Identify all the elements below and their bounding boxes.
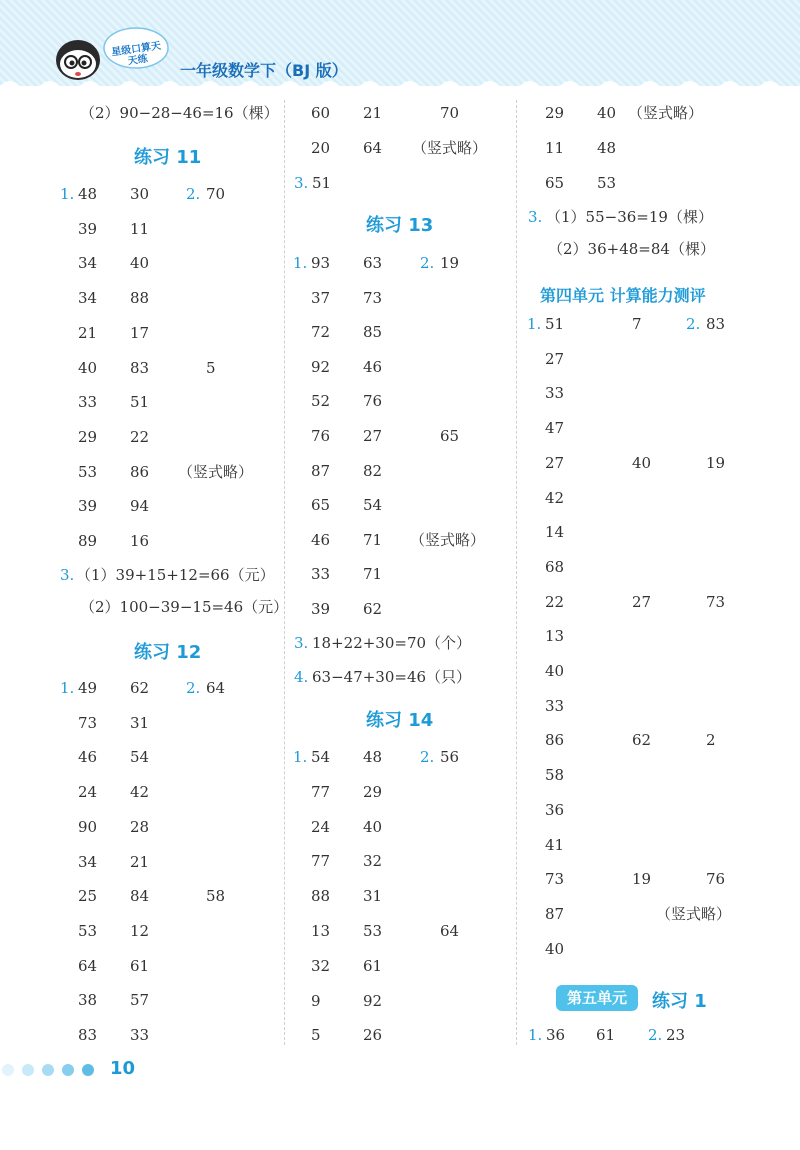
book-title: 一年级数学下（BJ 版） — [180, 61, 348, 80]
answer-value: 40 — [545, 939, 565, 958]
answer-value: 64 — [206, 679, 226, 697]
answer-value: 61 — [596, 1026, 616, 1044]
answer-value: 34 — [78, 289, 98, 308]
answer-value: 12 — [130, 921, 150, 940]
answer-value: 73 — [363, 288, 383, 307]
question-number: 1. — [527, 315, 542, 333]
answer-value: 32 — [311, 956, 331, 975]
answer-value: 56 — [440, 748, 460, 766]
answer-value: 22 — [545, 592, 565, 611]
answer-value: （竖式略） — [178, 462, 254, 481]
answer-value: 48 — [78, 185, 98, 203]
answer-value: 21 — [78, 323, 98, 342]
answer-value: 46 — [78, 748, 98, 767]
answer-value: 87 — [545, 904, 565, 923]
answer-value: 11 — [130, 219, 150, 238]
answer-value: 57 — [130, 991, 150, 1010]
answer-value: 87 — [311, 461, 331, 480]
footer-decoration-icon — [0, 1062, 110, 1078]
question-number: 1. — [528, 1026, 543, 1044]
answer-value: 38 — [78, 991, 98, 1010]
answer-value: 33 — [130, 1026, 150, 1044]
column-divider — [516, 100, 517, 1045]
answer-value: 58 — [545, 766, 565, 785]
answer-value: 33 — [545, 384, 565, 403]
answer-value: 51 — [312, 174, 332, 192]
answer-value: 9 — [311, 991, 321, 1010]
answer-value: 22 — [130, 427, 150, 446]
answer-value: 62 — [632, 731, 652, 750]
answer-value: 46 — [311, 530, 331, 549]
answer-value: 83 — [78, 1026, 98, 1044]
answer-value: 93 — [311, 254, 331, 272]
answer-value: 29 — [363, 782, 383, 801]
answer-value: 70 — [206, 185, 226, 203]
answer-value: 89 — [78, 532, 98, 550]
answer-value: 24 — [311, 817, 331, 836]
answer-line: （1）39+15+12=66（元） — [76, 566, 275, 584]
answer-value: 63 — [363, 254, 383, 272]
answer-value: 13 — [545, 627, 565, 646]
answer-value: 68 — [545, 557, 565, 576]
question-number: 3. — [294, 634, 309, 652]
answer-value: 64 — [363, 139, 383, 157]
answer-value: 94 — [130, 497, 150, 516]
question-number: 1. — [293, 254, 308, 272]
answer-value: 33 — [311, 565, 331, 584]
answer-value: 34 — [78, 254, 98, 273]
answer-value: 54 — [311, 748, 331, 766]
answer-value: 39 — [311, 600, 331, 618]
unit-4-test-heading: 第四单元 计算能力测评 — [540, 286, 706, 305]
answer-value: 86 — [545, 731, 565, 750]
question-number: 2. — [420, 254, 435, 272]
answer-value: 40 — [597, 104, 617, 122]
answer-value: 36 — [546, 1026, 566, 1044]
answer-value: 85 — [363, 323, 383, 342]
answer-value: 54 — [130, 748, 150, 767]
page-number: 10 — [110, 1058, 136, 1079]
answer-value: 76 — [363, 392, 383, 411]
answer-value: （竖式略） — [656, 904, 732, 923]
answer-value: 58 — [206, 887, 226, 906]
answer-value: 21 — [363, 104, 383, 122]
question-number: 1. — [60, 185, 75, 203]
answer-value: 72 — [311, 323, 331, 342]
answer-value: 34 — [78, 852, 98, 871]
question-number: 4. — [294, 668, 309, 686]
answer-value: （竖式略） — [410, 530, 486, 549]
answer-value: 5 — [311, 1026, 321, 1045]
question-number: 2. — [186, 679, 201, 697]
answer-value: 19 — [706, 453, 726, 472]
answer-value: 20 — [311, 139, 331, 157]
answer-value: 65 — [440, 427, 460, 445]
answer-value: 23 — [666, 1026, 686, 1044]
answer-value: 65 — [311, 496, 331, 515]
answer-value: 7 — [632, 315, 642, 333]
answer-value: 14 — [545, 523, 565, 542]
answer-value: 77 — [311, 852, 331, 871]
exercise-13-heading: 练习 13 — [366, 215, 434, 236]
answer-value: 37 — [311, 288, 331, 307]
answer-value: 27 — [363, 427, 383, 445]
answer-value: 13 — [311, 922, 331, 940]
answer-value: 53 — [78, 462, 98, 481]
question-number: 3. — [528, 208, 543, 226]
answer-value: 19 — [632, 870, 652, 889]
answer-value: 83 — [130, 358, 150, 377]
answer-value: 19 — [440, 254, 460, 272]
answer-value: 31 — [363, 887, 383, 906]
answer-value: 33 — [545, 696, 565, 715]
answer-value: 39 — [78, 497, 98, 516]
answer-value: 53 — [78, 921, 98, 940]
answer-value: 51 — [545, 315, 565, 333]
answer-value: 5 — [206, 358, 216, 377]
answer-value: 49 — [78, 679, 98, 697]
answer-value: 61 — [363, 956, 383, 975]
answer-value: 32 — [363, 852, 383, 871]
answer-value: 27 — [632, 592, 652, 611]
answer-value: 71 — [363, 530, 383, 549]
answer-value: 27 — [545, 349, 565, 368]
question-number: 1. — [293, 748, 308, 766]
answer-value: 48 — [363, 748, 383, 766]
answer-value: 29 — [78, 427, 98, 446]
answer-value: 39 — [78, 219, 98, 238]
answer-value: 47 — [545, 419, 565, 438]
answer-line: （2）100−39−15=46（元） — [80, 598, 289, 616]
answer-value: 52 — [311, 392, 331, 411]
logo-text: 星级口算天天练 — [110, 40, 162, 68]
answer-value: 84 — [130, 887, 150, 906]
answer-value: 73 — [706, 592, 726, 611]
answer-value: 71 — [363, 565, 383, 584]
exercise-11-heading: 练习 11 — [134, 147, 202, 168]
answer-line: （1）55−36=19（棵） — [546, 208, 713, 226]
answer-value: 64 — [78, 956, 98, 975]
question-number: 2. — [186, 185, 201, 203]
answer-value: 88 — [311, 887, 331, 906]
answer-line: 18+22+30=70（个） — [312, 634, 472, 652]
answer-value: 77 — [311, 782, 331, 801]
answer-value: 90 — [78, 817, 98, 836]
answer-value: 76 — [706, 870, 726, 889]
answer-value: 60 — [311, 104, 331, 122]
column-divider — [284, 100, 285, 1045]
answer-value: 53 — [597, 174, 617, 192]
answer-value: 73 — [545, 870, 565, 889]
answer-value: 64 — [440, 922, 460, 940]
carry-over-answer: （2）90−28−46=16（棵） — [80, 104, 279, 122]
answer-value: 26 — [363, 1026, 383, 1045]
answer-value: 21 — [130, 852, 150, 871]
answer-value: 16 — [130, 532, 150, 550]
answer-value: 40 — [78, 358, 98, 377]
answer-value: 62 — [130, 679, 150, 697]
answer-value: 83 — [706, 315, 726, 333]
answer-value: 27 — [545, 453, 565, 472]
answer-value: 11 — [545, 139, 565, 157]
answer-value: 73 — [78, 713, 98, 732]
answer-value: 28 — [130, 817, 150, 836]
answer-value: 17 — [130, 323, 150, 342]
exercise-14-heading: 练习 14 — [366, 710, 434, 731]
answer-value: 65 — [545, 174, 565, 192]
answer-value: 24 — [78, 783, 98, 802]
question-number: 3. — [60, 566, 75, 584]
answer-value: 62 — [363, 600, 383, 618]
answer-value: 70 — [440, 104, 460, 122]
answer-value: 92 — [363, 991, 383, 1010]
answer-value: 30 — [130, 185, 150, 203]
answer-value: 41 — [545, 835, 565, 854]
answer-value: 25 — [78, 887, 98, 906]
question-number: 1. — [60, 679, 75, 697]
answer-value: 86 — [130, 462, 150, 481]
exercise-1-heading: 练习 1 — [652, 991, 707, 1012]
answer-value: 46 — [363, 357, 383, 376]
exercise-12-heading: 练习 12 — [134, 642, 202, 663]
answer-value: 2 — [706, 731, 716, 750]
answer-value: 51 — [130, 393, 150, 412]
answer-value: 40 — [363, 817, 383, 836]
answer-value: 42 — [545, 488, 565, 507]
answer-value: 76 — [311, 427, 331, 445]
answer-value: 40 — [632, 453, 652, 472]
answer-value: 33 — [78, 393, 98, 412]
answer-value: 61 — [130, 956, 150, 975]
answer-value: 36 — [545, 800, 565, 819]
answer-value: 40 — [545, 662, 565, 680]
question-number: 3. — [294, 174, 309, 192]
answer-value: 42 — [130, 783, 150, 802]
question-number: 2. — [420, 748, 435, 766]
question-number: 2. — [686, 315, 701, 333]
answer-value: （竖式略） — [628, 104, 704, 122]
answer-line: 63−47+30=46（只） — [312, 668, 472, 686]
answer-value: 88 — [130, 289, 150, 308]
answer-line: （2）36+48=84（棵） — [548, 240, 715, 258]
question-number: 2. — [648, 1026, 663, 1044]
answer-value: 53 — [363, 922, 383, 940]
unit-5-tag: 第五单元 — [556, 985, 638, 1011]
answer-value: 29 — [545, 104, 565, 122]
answer-value: 31 — [130, 713, 150, 732]
answer-value: 48 — [597, 139, 617, 157]
answer-value: 40 — [130, 254, 150, 273]
answer-value: （竖式略） — [412, 139, 488, 157]
answer-value: 82 — [363, 461, 383, 480]
answer-value: 54 — [363, 496, 383, 515]
answer-value: 92 — [311, 357, 331, 376]
